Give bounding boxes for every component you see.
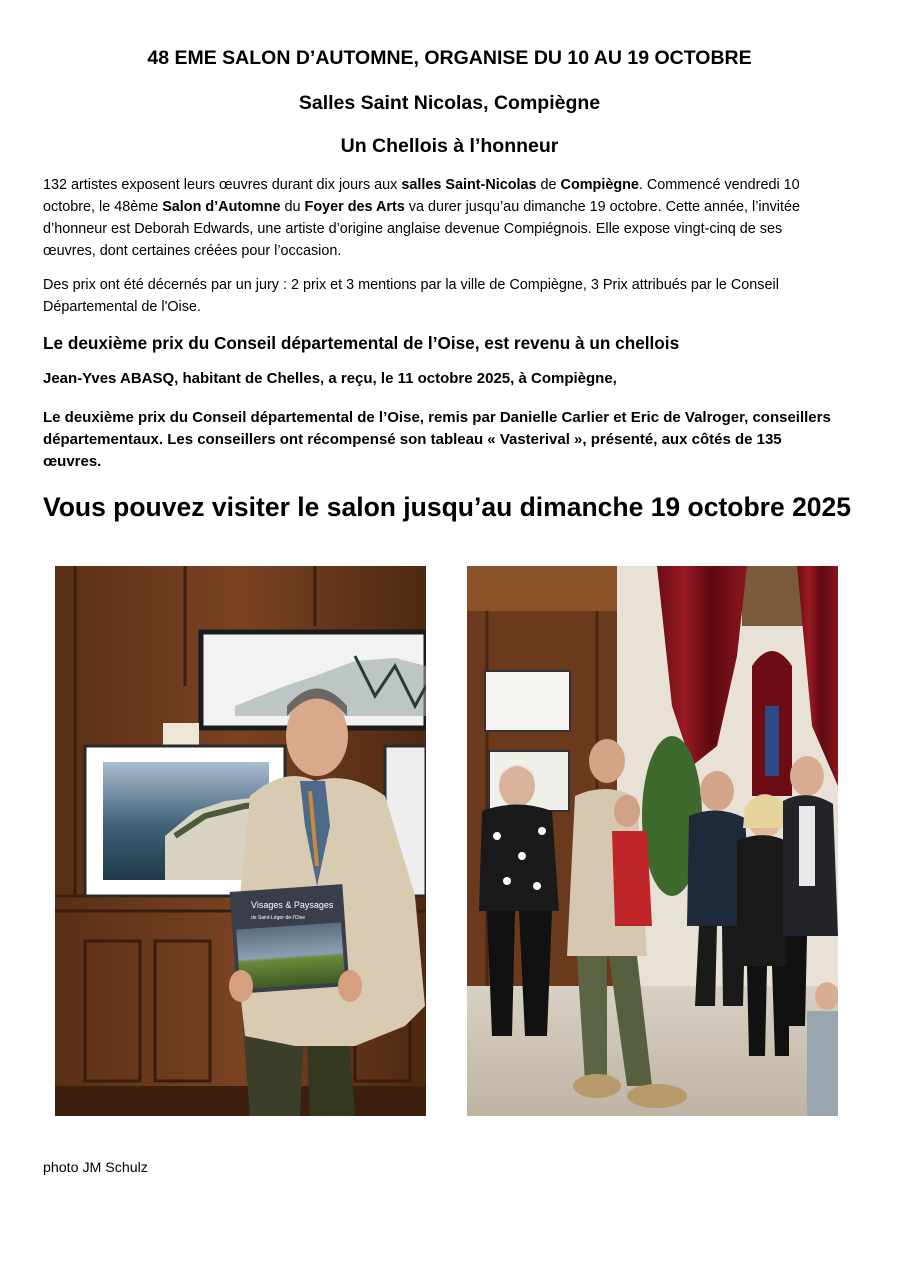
ceremony-photo	[467, 566, 838, 1116]
book-cover-title: Visages & Paysages	[251, 900, 334, 910]
artist-photo	[55, 566, 426, 1116]
intro-text-2: de	[536, 177, 561, 193]
winner-line: Jean-Yves ABASQ, habitant de Chelles, a reçu, le 11 octobre 2025, à Compiègne,	[43, 370, 617, 387]
section-title: Un Chellois à l’honneur	[340, 135, 559, 157]
book-cover-subtitle: de Saint-Léger-de-l'Oise	[251, 915, 306, 921]
venue-subtitle: Salles Saint Nicolas, Compiègne	[298, 92, 601, 114]
prize-heading: Le deuxième prix du Conseil départemental de l’Oise, est revenu à un chellois	[43, 333, 680, 353]
intro-bold-venue: salles Saint-Nicolas	[401, 177, 537, 193]
intro-text-5: va durer jusqu’au dimanche 19 octobre. Cette année, l’invitée d’honneur est Deborah Edwards, une artiste d’origine anglaise devenue Compiégnois. Elle expose vingt-cinq de ses œuvres, dont certaines créées pour l’occasion.	[43, 198, 800, 259]
main-title: 48 EME SALON D’AUTOMNE, ORGANISE DU 10 AU 19 OCTOBRE	[147, 47, 752, 69]
prizes-paragraph: Des prix ont été décernés par un jury : 2 prix et 3 mentions par la ville de Compiègne, 3 Prix attribués par le Conseil Départemental de l'Oise.	[43, 277, 779, 315]
intro-bold-city: Compiègne	[560, 177, 639, 193]
intro-paragraph	[43, 175, 833, 263]
intro-text-3: . Commencé vendredi 10 octobre, le 48ème	[43, 177, 800, 215]
prize-details: Le deuxième prix du Conseil départemental de l’Oise, remis par Danielle Carlier et Eric de Valroger, conseillers départementaux. Les conseillers ont récompensé son tableau « Vasterival », présenté, aux côtés de 135 œuvres.	[43, 409, 831, 470]
photo-credit: photo JM Schulz	[43, 1160, 148, 1176]
intro-text-4: du	[280, 198, 305, 215]
intro-bold-foyer: Foyer des Arts	[304, 198, 405, 215]
visit-heading: Vous pouvez visiter le salon jusqu’au dimanche 19 octobre 2025	[43, 492, 852, 522]
intro-bold-salon: Salon d’Automne	[162, 198, 281, 215]
intro-text-1: 132 artistes exposent leurs œuvres durant dix jours aux	[43, 177, 402, 193]
